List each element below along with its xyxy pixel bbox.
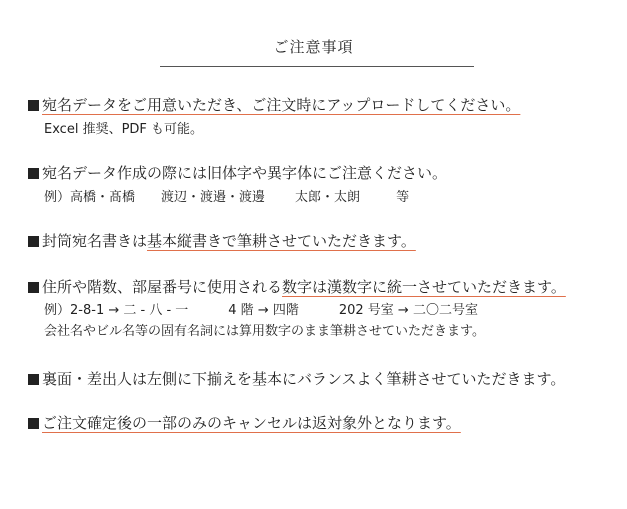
notice-text: 裏面・差出人は左側に下揃えを基本にバランスよく筆耕させていただきます。 <box>42 370 566 388</box>
example-label: 例） <box>44 303 71 318</box>
example-pair: 2-8-1 → 二 - 八 - 一 <box>70 303 189 318</box>
notice-subtext: Excel 推奨、PDF も可能。 <box>44 122 204 137</box>
notice-item-numerals <box>28 277 566 297</box>
example-pair: 等 <box>396 190 410 205</box>
notice-highlight: ご注文確定後の一部のみのキャンセルは返対象外となります。 <box>42 414 461 432</box>
notice-item-upload <box>28 95 520 115</box>
notice-text: 宛名データ作成の際には旧体字や異字体にご注意ください。 <box>42 164 448 182</box>
example-pair: 渡辺・渡邉・渡邊 <box>161 190 266 205</box>
notice-highlight: 数字は漢数字に統一させていただきます。 <box>282 278 566 296</box>
notice-example-line <box>44 302 478 320</box>
notice-highlight: 基本縦書きで筆耕させていただきます。 <box>147 232 416 250</box>
square-bullet-icon <box>28 418 39 429</box>
notice-item-reverse <box>28 369 565 389</box>
example-pair: 高橋・髙橋 <box>70 190 136 205</box>
notice-subtext: 会社名やビル名等の固有名詞には算用数字のまま筆耕させていただきます。 <box>44 324 485 339</box>
title-divider <box>160 66 474 67</box>
example-pair: 太郎・太朗 <box>295 190 361 205</box>
example-pair: 4 階 → 四階 <box>228 303 299 318</box>
notice-highlight: 宛名データをご用意いただき、ご注文時にアップロードしてください。 <box>42 96 521 114</box>
square-bullet-icon <box>28 236 39 247</box>
square-bullet-icon <box>28 168 39 179</box>
notice-item-cancel <box>28 413 461 433</box>
example-label: 例） <box>44 190 71 205</box>
square-bullet-icon <box>28 100 39 111</box>
notice-text: 封筒宛名書きは <box>42 232 148 250</box>
square-bullet-icon <box>28 282 39 293</box>
notice-example-line <box>44 189 409 207</box>
page-title: ご注意事項 <box>273 38 354 56</box>
notice-item-characters <box>28 163 447 183</box>
example-pair: 202 号室 → 二〇二号室 <box>338 303 478 318</box>
notice-text: 住所や階数、部屋番号に使用される <box>42 278 283 296</box>
notice-item-vertical <box>28 231 416 251</box>
square-bullet-icon <box>28 374 39 385</box>
